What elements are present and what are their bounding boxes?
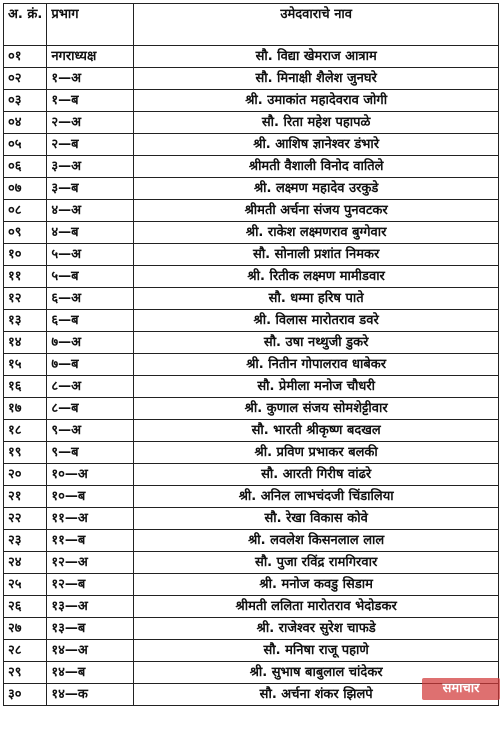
candidate-name-cell: सौ. आरती गिरीष वांढरे xyxy=(134,464,499,486)
serial-cell: ०९ xyxy=(4,222,47,244)
ward-cell: ९—ब xyxy=(47,442,134,464)
table-row xyxy=(4,574,499,596)
serial-cell: १२ xyxy=(4,288,47,310)
serial-cell: १५ xyxy=(4,354,47,376)
serial-column-header: अ. क्रं. xyxy=(4,4,47,46)
ward-cell: ७—ब xyxy=(47,354,134,376)
serial-cell: ०३ xyxy=(4,90,47,112)
ward-cell: नगराध्यक्ष xyxy=(47,46,134,68)
ward-cell: २—अ xyxy=(47,112,134,134)
table-row xyxy=(4,266,499,288)
ward-cell: १४—क xyxy=(47,684,134,706)
ward-cell: ७—अ xyxy=(47,332,134,354)
ward-cell: १२—अ xyxy=(47,552,134,574)
serial-cell: १३ xyxy=(4,310,47,332)
table-row xyxy=(4,376,499,398)
table-row xyxy=(4,486,499,508)
serial-cell: ०२ xyxy=(4,68,47,90)
ward-cell: ३—ब xyxy=(47,178,134,200)
table-header-row xyxy=(4,4,499,46)
candidate-name-cell: सौ. मिनाक्षी शैलेश जुनघरे xyxy=(134,68,499,90)
serial-cell: २८ xyxy=(4,640,47,662)
ward-cell: १३—अ xyxy=(47,596,134,618)
candidate-name-cell: श्रीमती अर्चना संजय पुनवटकर xyxy=(134,200,499,222)
serial-cell: ११ xyxy=(4,266,47,288)
ward-cell: ९—अ xyxy=(47,420,134,442)
ward-cell: ४—अ xyxy=(47,200,134,222)
candidate-name-cell: सौ. सोनाली प्रशांत निमकर xyxy=(134,244,499,266)
publisher-watermark: समाचार xyxy=(422,678,500,700)
ward-cell: ८—अ xyxy=(47,376,134,398)
name-column-header: उमेदवाराचे नाव xyxy=(134,4,499,46)
table-row xyxy=(4,618,499,640)
candidate-name-cell: सौ. रेखा विकास कोवे xyxy=(134,508,499,530)
table-row xyxy=(4,420,499,442)
serial-cell: १७ xyxy=(4,398,47,420)
candidate-name-cell: श्री. लक्ष्मण महादेव उरकुडे xyxy=(134,178,499,200)
candidate-name-cell: सौ. प्रेमीला मनोज चौधरी xyxy=(134,376,499,398)
serial-cell: २५ xyxy=(4,574,47,596)
ward-cell: ३—अ xyxy=(47,156,134,178)
table-row xyxy=(4,354,499,376)
table-row xyxy=(4,46,499,68)
table-row xyxy=(4,508,499,530)
serial-cell: १० xyxy=(4,244,47,266)
table-row xyxy=(4,310,499,332)
candidate-name-cell: श्री. नितीन गोपालराव धाबेकर xyxy=(134,354,499,376)
candidate-name-cell: श्री. उमाकांत महादेवराव जोगी xyxy=(134,90,499,112)
table-row xyxy=(4,156,499,178)
candidate-name-cell: सौ. मनिषा राजू पहाणे xyxy=(134,640,499,662)
candidate-name-cell: श्री. लवलेश किसनलाल लाल xyxy=(134,530,499,552)
table-row xyxy=(4,222,499,244)
serial-cell: ०४ xyxy=(4,112,47,134)
ward-cell: १—अ xyxy=(47,68,134,90)
candidate-name-cell: सौ. भारती श्रीकृष्ण बदखल xyxy=(134,420,499,442)
ward-cell: ४—ब xyxy=(47,222,134,244)
table-row xyxy=(4,244,499,266)
table-body xyxy=(4,46,499,706)
candidate-name-cell: सौ. पुजा रविंद्र रामगिरवार xyxy=(134,552,499,574)
candidate-name-cell: श्री. राकेश लक्ष्मणराव बुग्गेवार xyxy=(134,222,499,244)
candidate-name-cell: सौ. रिता महेश पहापळे xyxy=(134,112,499,134)
candidate-name-cell: सौ. अर्चना शंकर झिलपे xyxy=(134,684,499,706)
table-row xyxy=(4,596,499,618)
ward-cell: १०—ब xyxy=(47,486,134,508)
table-row xyxy=(4,530,499,552)
candidate-name-cell: श्री. कुणाल संजय सोमशेट्टीवार xyxy=(134,398,499,420)
ward-cell: १२—ब xyxy=(47,574,134,596)
table-row xyxy=(4,68,499,90)
candidate-name-cell: श्री. मनोज कवडु सिडाम xyxy=(134,574,499,596)
table-row xyxy=(4,112,499,134)
candidate-name-cell: श्री. रितीक लक्ष्मण मामीडवार xyxy=(134,266,499,288)
table-row xyxy=(4,288,499,310)
serial-cell: २७ xyxy=(4,618,47,640)
serial-cell: ३० xyxy=(4,684,47,706)
serial-cell: १८ xyxy=(4,420,47,442)
serial-cell: २६ xyxy=(4,596,47,618)
candidate-name-cell: श्री. राजेश्वर सुरेश चाफडे xyxy=(134,618,499,640)
table-row xyxy=(4,332,499,354)
ward-cell: १४—अ xyxy=(47,640,134,662)
serial-cell: २४ xyxy=(4,552,47,574)
serial-cell: १६ xyxy=(4,376,47,398)
table-row xyxy=(4,464,499,486)
serial-cell: ०७ xyxy=(4,178,47,200)
candidate-name-cell: श्री. विलास मारोतराव डवरे xyxy=(134,310,499,332)
serial-cell: २३ xyxy=(4,530,47,552)
table-row xyxy=(4,178,499,200)
serial-cell: ०५ xyxy=(4,134,47,156)
table-row xyxy=(4,640,499,662)
candidate-name-cell: श्रीमती वैशाली विनोद वातिले xyxy=(134,156,499,178)
candidate-table xyxy=(3,3,499,706)
serial-cell: २१ xyxy=(4,486,47,508)
ward-cell: १०—अ xyxy=(47,464,134,486)
serial-cell: २० xyxy=(4,464,47,486)
ward-cell: ५—ब xyxy=(47,266,134,288)
ward-cell: ६—अ xyxy=(47,288,134,310)
ward-cell: ५—अ xyxy=(47,244,134,266)
table-row xyxy=(4,442,499,464)
ward-cell: ६—ब xyxy=(47,310,134,332)
serial-cell: २२ xyxy=(4,508,47,530)
candidate-name-cell: श्री. प्रविण प्रभाकर बलकी xyxy=(134,442,499,464)
ward-cell: १—ब xyxy=(47,90,134,112)
serial-cell: ०८ xyxy=(4,200,47,222)
candidate-name-cell: सौ. विद्या खेमराज आत्राम xyxy=(134,46,499,68)
serial-cell: ०१ xyxy=(4,46,47,68)
ward-cell: १३—ब xyxy=(47,618,134,640)
table-row xyxy=(4,552,499,574)
ward-cell: ११—अ xyxy=(47,508,134,530)
ward-cell: २—ब xyxy=(47,134,134,156)
serial-cell: ०६ xyxy=(4,156,47,178)
ward-cell: १४—ब xyxy=(47,662,134,684)
candidate-name-cell: सौ. उषा नथ्थुजी डुकरे xyxy=(134,332,499,354)
ward-cell: ८—ब xyxy=(47,398,134,420)
candidate-name-cell: श्री. अनिल लाभचंदजी चिंडालिया xyxy=(134,486,499,508)
serial-cell: १९ xyxy=(4,442,47,464)
candidate-name-cell: श्री. सुभाष बाबुलाल चांदेकर xyxy=(134,662,499,684)
ward-cell: ११—ब xyxy=(47,530,134,552)
serial-cell: १४ xyxy=(4,332,47,354)
table-row xyxy=(4,90,499,112)
candidate-name-cell: श्रीमती ललिता मारोतराव भेदोडकर xyxy=(134,596,499,618)
serial-cell: २९ xyxy=(4,662,47,684)
table-row xyxy=(4,200,499,222)
table-row xyxy=(4,134,499,156)
ward-column-header: प्रभाग xyxy=(47,4,134,46)
candidate-name-cell: सौ. धम्मा हरिष पाते xyxy=(134,288,499,310)
table-row xyxy=(4,398,499,420)
candidate-name-cell: श्री. आशिष ज्ञानेश्वर डंभारे xyxy=(134,134,499,156)
